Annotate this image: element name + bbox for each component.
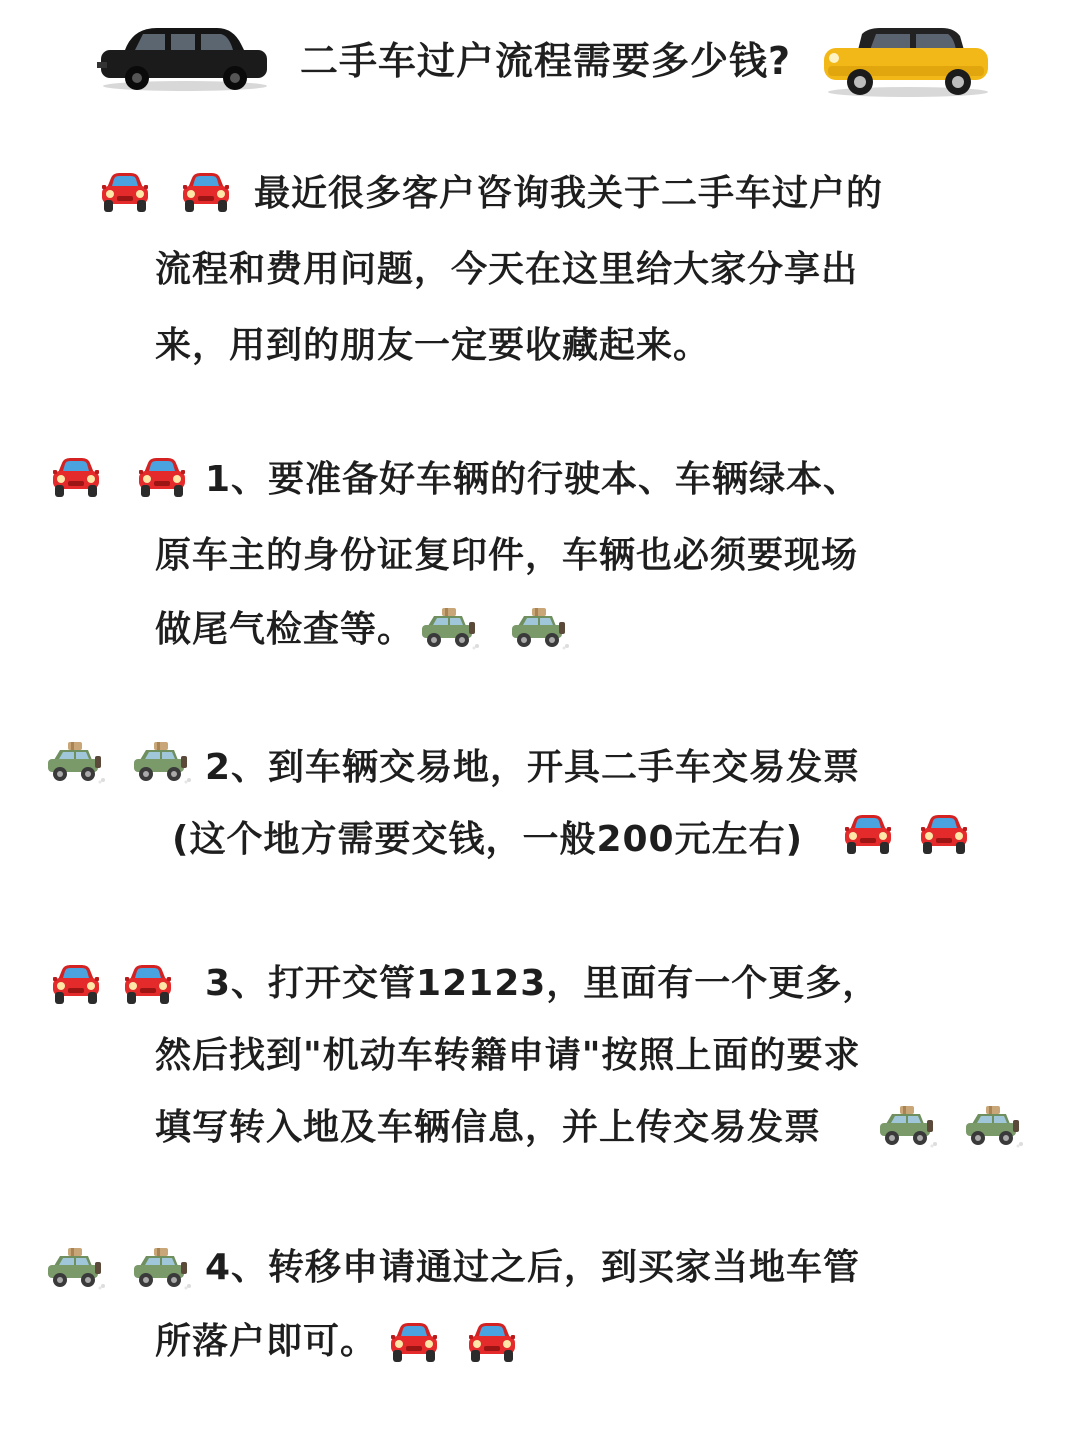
step3-line-2: 然后找到"机动车转籍申请"按照上面的要求 <box>155 1035 861 1076</box>
step1-line-3: 做尾气检查等。 <box>155 609 415 650</box>
green-jeep-icon <box>44 1246 106 1290</box>
red-car-icon <box>180 170 232 214</box>
red-car-icon <box>122 962 174 1006</box>
step1-line-2: 原车主的身份证复印件，车辆也必须要现场 <box>155 535 859 576</box>
green-jeep-icon <box>876 1104 938 1148</box>
intro-line-1: 最近很多客户咨询我关于二手车过户的 <box>254 173 884 214</box>
green-jeep-icon <box>508 606 570 650</box>
intro-line-3: 来，用到的朋友一定要收藏起来。 <box>155 325 711 366</box>
green-jeep-icon <box>418 606 480 650</box>
red-car-icon <box>136 455 188 499</box>
step3-line-3: 填写转入地及车辆信息，并上传交易发票 <box>155 1107 822 1148</box>
red-car-icon <box>99 170 151 214</box>
red-car-icon <box>466 1320 518 1364</box>
red-car-icon <box>388 1320 440 1364</box>
page-title: 二手车过户流程需要多少钱? <box>300 39 792 83</box>
step1-line-1: 1、要准备好车辆的行驶本、车辆绿本、 <box>205 459 861 500</box>
step2-line-2: (这个地方需要交钱，一般200元左右) <box>172 819 804 860</box>
step4-line-2: 所落户即可。 <box>155 1321 378 1362</box>
step2-line-1: 2、到车辆交易地，开具二手车交易发票 <box>205 747 861 788</box>
intro-line-2: 流程和费用问题，今天在这里给大家分享出 <box>155 249 859 290</box>
green-jeep-icon <box>130 1246 192 1290</box>
black-car-icon <box>95 22 275 96</box>
green-jeep-icon <box>130 740 192 784</box>
step4-line-1: 4、转移申请通过之后，到买家当地车管 <box>205 1247 861 1288</box>
red-car-icon <box>842 812 894 856</box>
yellow-mini-car-icon <box>818 24 994 102</box>
red-car-icon <box>50 962 102 1006</box>
green-jeep-icon <box>44 740 106 784</box>
red-car-icon <box>50 455 102 499</box>
green-jeep-icon <box>962 1104 1024 1148</box>
red-car-icon <box>918 812 970 856</box>
step3-line-1: 3、打开交管12123，里面有一个更多， <box>205 963 880 1004</box>
header <box>0 0 1080 120</box>
